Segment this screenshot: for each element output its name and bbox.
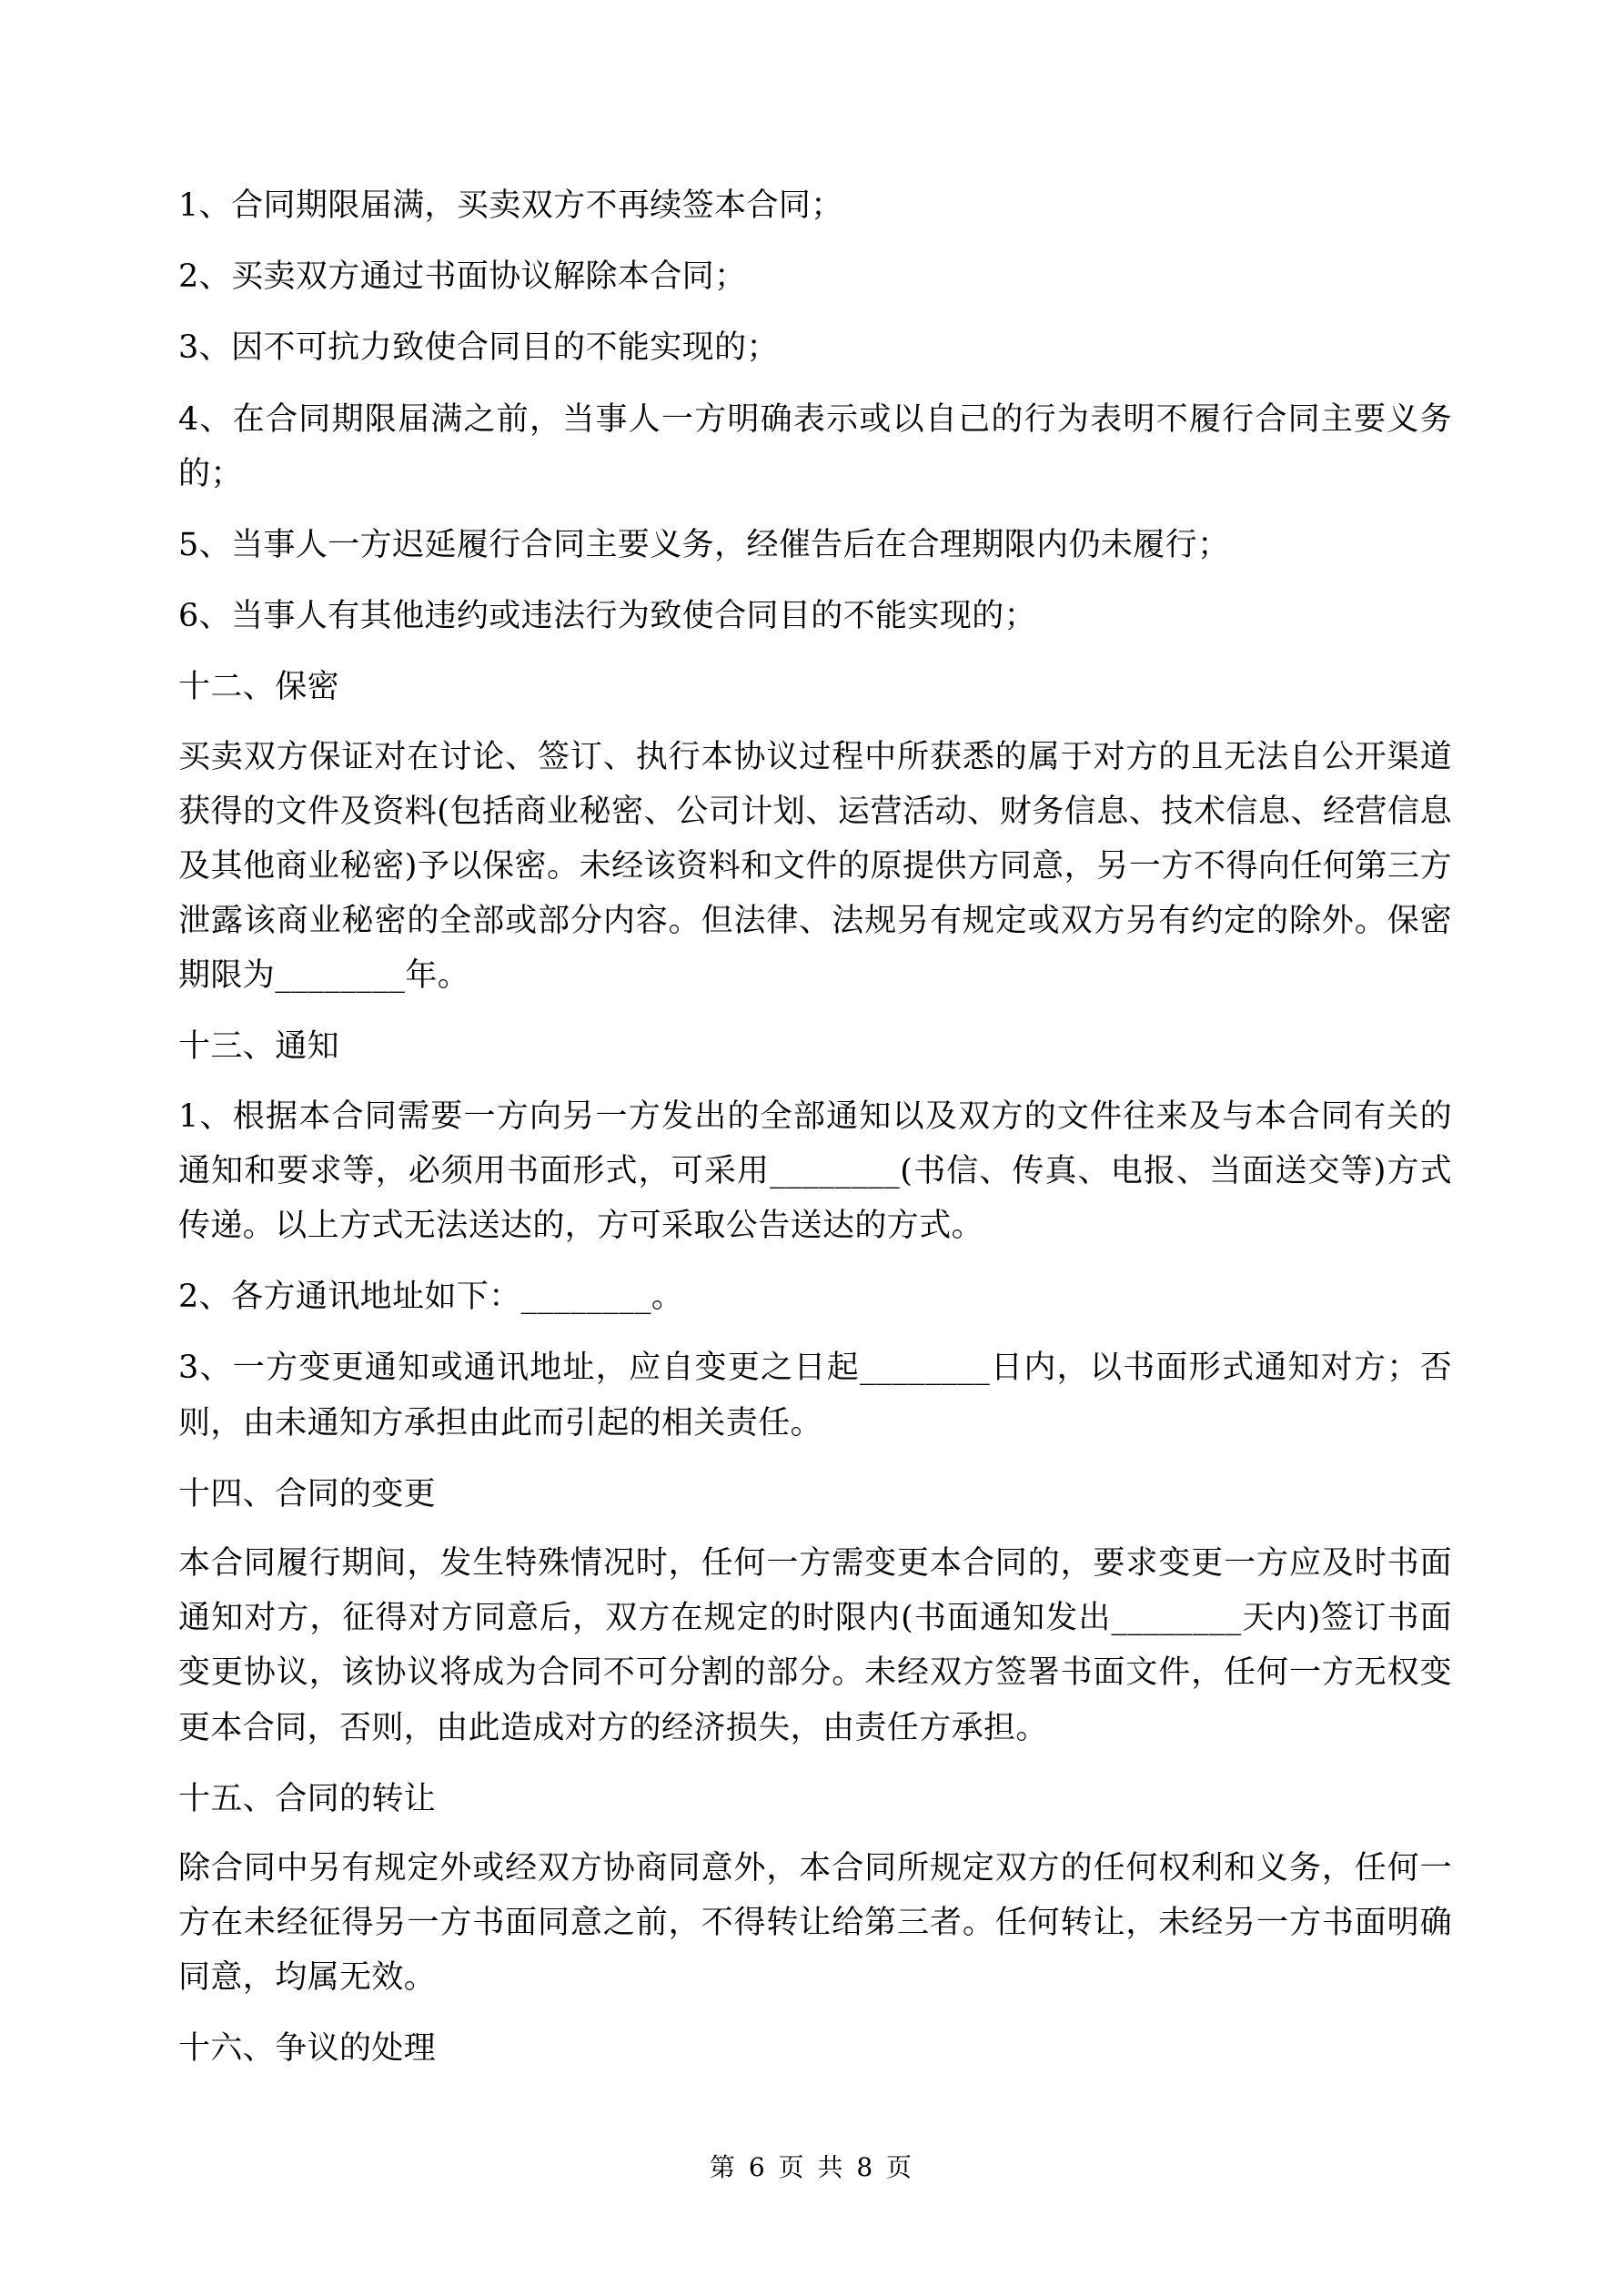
section-heading-16: 十六、争议的处理: [178, 2030, 437, 2068]
page-footer: 第 6 页 共 8 页: [709, 2152, 915, 2182]
paragraph-5: 5、当事人一方迟延履行合同主要义务，经催告后在合理期限内仍未履行；: [178, 526, 1230, 563]
paragraph-2: 2、买卖双方通过书面协议解除本合同；: [178, 258, 747, 296]
section-heading-13: 十三、通知: [178, 1028, 340, 1066]
section-15-body: 除合同中另有规定外或经双方协商同意外，本合同所规定双方的任何权利和义务，任何一方在未经征得另一方书面同意之前，不得转让给第三者。任何转让，未经另一方书面明确同意，均属无效。: [178, 1849, 1452, 1997]
document-body: [178, 178, 1452, 2091]
section-heading-12: 十二、保密: [178, 669, 340, 706]
paragraph-4: 4、在合同期限届满之前，当事人一方明确表示或以自己的行为表明不履行合同主要义务的；: [178, 400, 1452, 492]
section-12-body: 买卖双方保证对在讨论、签订、执行本协议过程中所获悉的属于对方的且无法自公开渠道获得的文件及资料(包括商业秘密、公司计划、运营活动、财务信息、技术信息、经营信息及其他商业秘密)予以保密。未经该资料和文件的原提供方同意，另一方不得向任何第三方泄露该商业秘密的全部或部分内容。但法律、法规另有规定或双方另有约定的除外。保密期限为________年。: [178, 738, 1452, 995]
section-13-item-2: 2、各方通讯地址如下：________。: [178, 1279, 684, 1316]
section-13-item-1: 1、根据本合同需要一方向另一方发出的全部通知以及双方的文件往来及与本合同有关的通知和要求等，必须用书面形式，可采用________(书信、传真、电报、当面送交等)方式传递。以上方式无法送达的，方可采取公告送达的方式。: [178, 1097, 1452, 1244]
section-13-item-3: 3、一方变更通知或通讯地址，应自变更之日起________日内，以书面形式通知对方；否则，由未通知方承担由此而引起的相关责任。: [178, 1350, 1452, 1441]
paragraph-3: 3、因不可抗力致使合同目的不能实现的；: [178, 329, 779, 367]
section-heading-15: 十五、合同的转让: [178, 1780, 437, 1817]
section-14-body: 本合同履行期间，发生特殊情况时，任何一方需变更本合同的，要求变更一方应及时书面通知对方，征得对方同意后，双方在规定的时限内(书面通知发出________天内)签订书面变更协议，该协议将成为合同不可分割的部分。未经双方签署书面文件，任何一方无权变更本合同，否则，由此造成对方的经济损失，由责任方承担。: [178, 1544, 1452, 1746]
section-heading-14: 十四、合同的变更: [178, 1475, 437, 1512]
paragraph-6: 6、当事人有其他违约或违法行为致使合同目的不能实现的；: [178, 598, 1037, 635]
paragraph-1: 1、合同期限届满，买卖双方不再续签本合同；: [178, 187, 843, 224]
